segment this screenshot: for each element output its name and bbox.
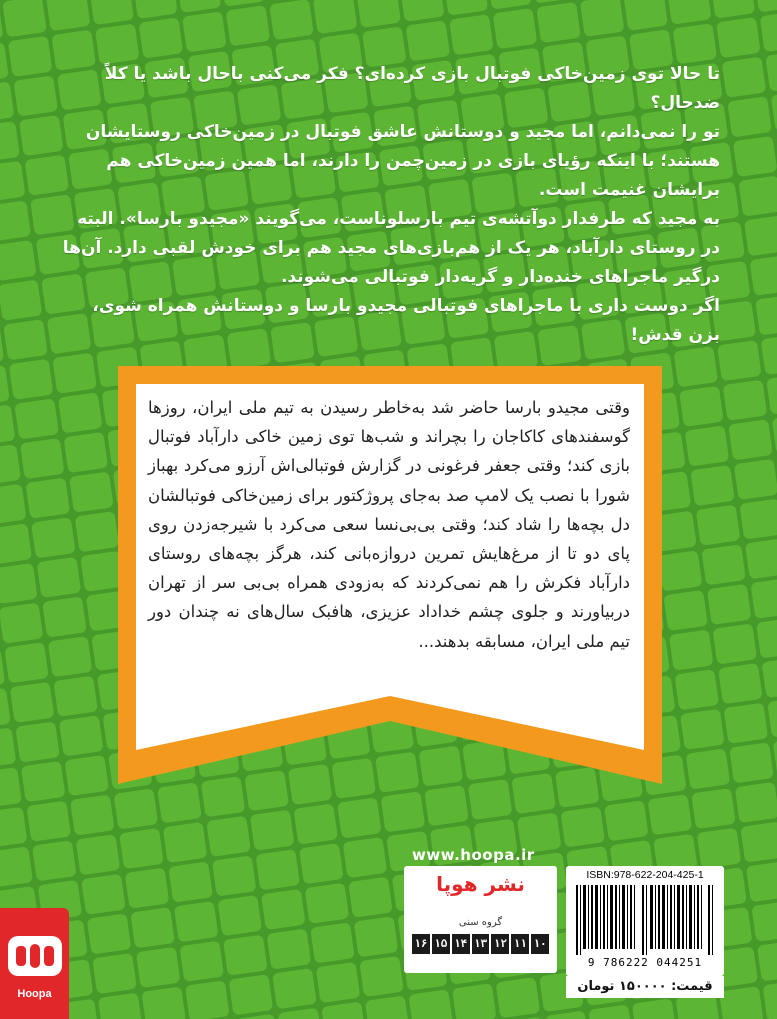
age-group-scale (412, 934, 549, 954)
price-label: قیمت: ۱۵۰۰۰۰ تومان (566, 976, 724, 998)
publisher-logo (0, 908, 69, 1019)
intro-paragraph-4: اگر دوست داری با ماجراهای فوتبالی مجیدو بارسا و دوستانش همراه شوی، بزن قدش! (92, 296, 720, 345)
age-number: ۱۵ (432, 934, 450, 954)
website-url: www.hoopa.ir (412, 846, 535, 864)
intro-paragraph-1: تا حالا توی زمین‌خاکی فوتبال بازی کرده‌ای؟ فکر می‌کنی باحال باشد یا کلاً ضدحال؟ (104, 64, 720, 113)
age-number: ۱۲ (491, 934, 509, 954)
age-number: ۱۰ (531, 934, 549, 954)
banner-text: وقتی مجیدو بارسا حاضر شد به‌خاطر رسیدن به تیم ملی ایران، روزها گوسفندهای کاکاجان را بچراند و شب‌ها توی زمین خاکی دارآباد فوتبال بازی کند؛ وقتی جعفر فرغونی در گزارش فوتبالی‌اش آرزو می‌کرد بهباز شورا با نصب یک لامپ صد به‌جای پروژکتور برای زمین‌خاکی فوتبالشان دل بچه‌ها را شاد کند؛ وقتی بی‌بی‌نسا سعی می‌کرد با شیرجه‌زدن روی پای دو تا از مرغ‌هایش تمرین دروازه‌بانی کند، هرگز بچه‌های روستای دارآباد فکرش را هم نمی‌کردند که به‌زودی همراه بی‌بی سر از تهران دربیاورند و جلوی چشم خداداد عزیزی، هافبک سال‌های نه چندان دور تیم ملی ایران، مسابقه بدهند... (148, 398, 630, 651)
barcode-icon (574, 885, 716, 955)
logo-latin-text: Hoopa (17, 988, 52, 1000)
barcode-digits: 9 786222 044251 (587, 956, 703, 969)
publisher-name: نشر هوپا (436, 872, 525, 896)
intro-paragraph-3: به مجید که طرفدار دوآتشه‌ی تیم بارسلوناست، می‌گویند «مجیدو بارسا». البته در روستای دارآباد، هر یک از هم‌بازی‌های مجید هم برای خودش لقبی دارد. آن‌ها درگیر ماجراهای خنده‌دار و گریه‌دار فوتبالی می‌شوند. (62, 209, 720, 287)
age-number: ۱۳ (472, 934, 490, 954)
intro-text (60, 60, 720, 350)
hoopa-logo-icon (6, 926, 64, 986)
publisher-box (404, 866, 557, 973)
intro-paragraph-2: تو را نمی‌دانم، اما مجید و دوستانش عاشق فوتبال در زمین‌خاکی روستایشان هستند؛ با اینکه رؤیای بازی در زمین‌چمن را دارند، اما همین زمین‌خاکی هم برایشان غنیمت است. (85, 122, 720, 200)
isbn-text: ISBN:978-622-204-425-1 (586, 869, 704, 881)
age-number: ۱۴ (452, 934, 470, 954)
age-group-label: گروه سنی (458, 917, 503, 928)
age-number: ۱۱ (511, 934, 529, 954)
isbn-box (566, 866, 724, 976)
age-number: ۱۶ (412, 934, 430, 954)
